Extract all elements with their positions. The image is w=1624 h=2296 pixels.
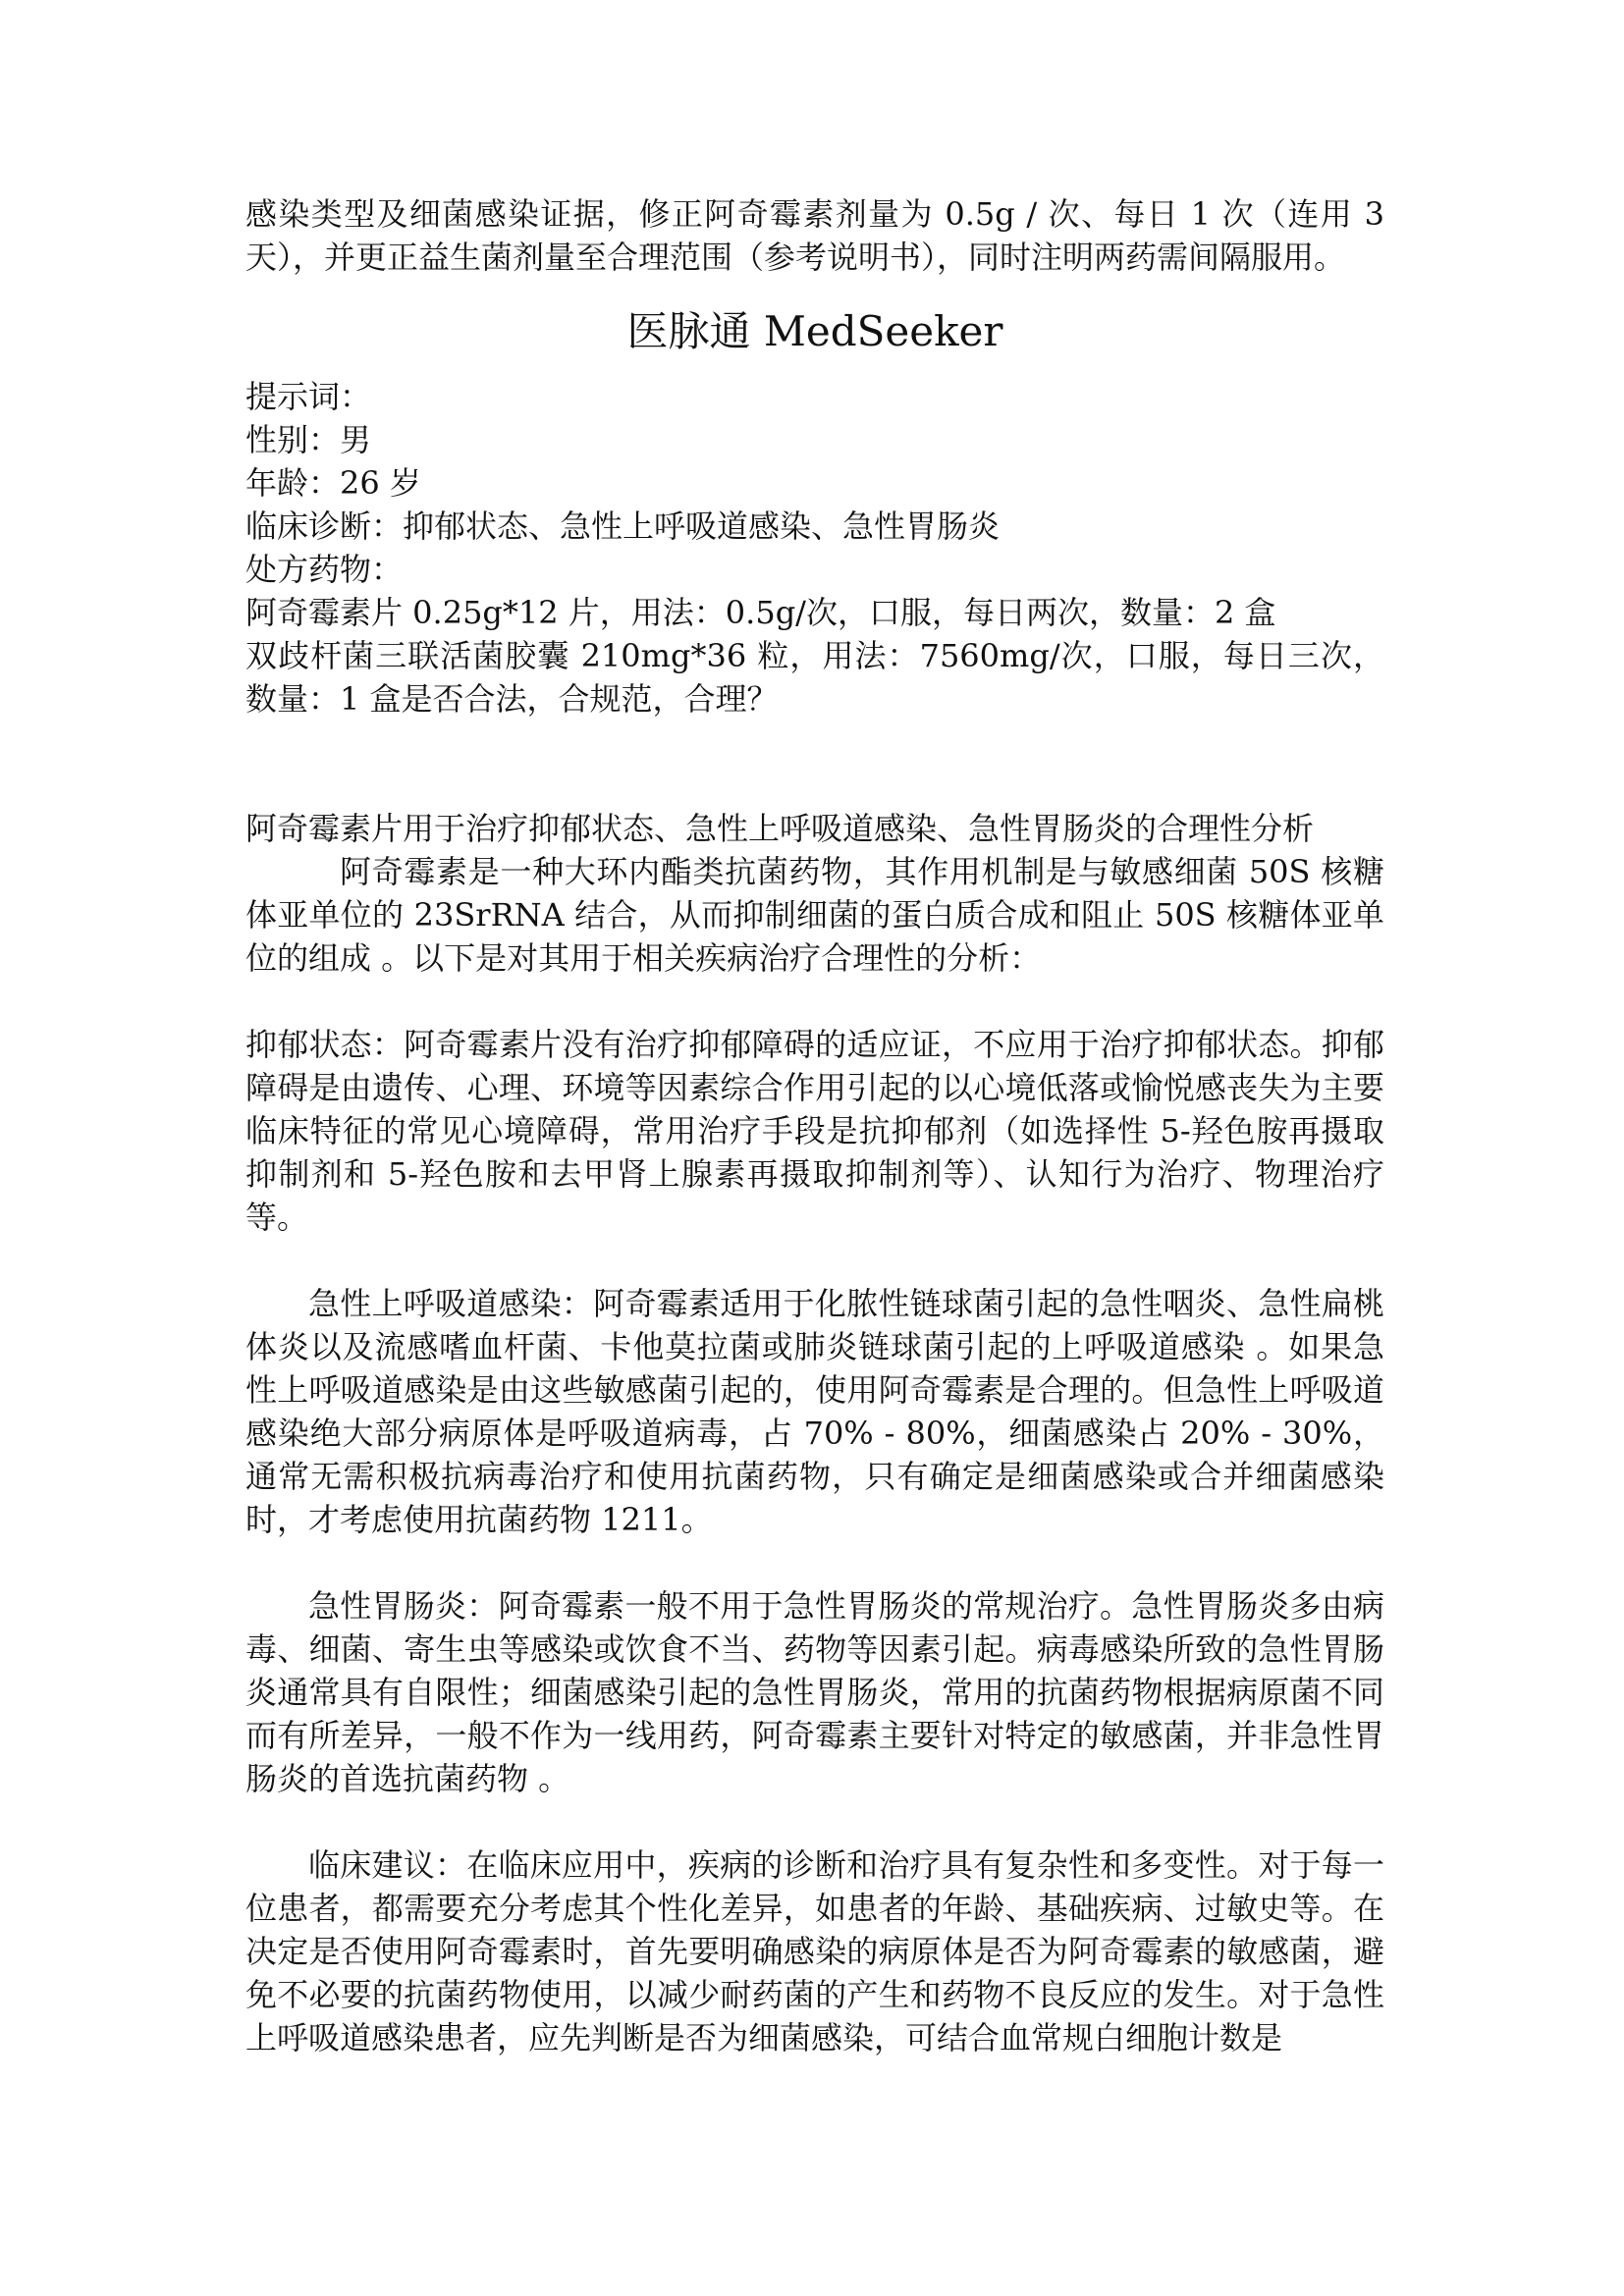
prescription-drug-2: 双歧杆菌三联活菌胶囊 210mg*36 粒，用法：7560mg/次，口服，每日三次，数量：1 盒是否合法，合规范，合理？ (245, 637, 1384, 718)
prescription-drug-1: 阿奇霉素片 0.25g*12 片，用法：0.5g/次，口服，每日两次，数量：2 盒 (245, 594, 1276, 631)
spacer (245, 721, 1384, 807)
spacer (245, 980, 1384, 1023)
spacer (245, 1800, 1384, 1843)
spacer (245, 1541, 1384, 1584)
patient-age: 年龄：26 岁 (245, 464, 421, 502)
advice-paragraph: 临床建议：在临床应用中，疾病的诊断和治疗具有复杂性和多变性。对于每一位患者，都需要充分考虑其个性化差异，如患者的年龄、基础疾病、过敏史等。在决定是否使用阿奇霉素时，首先要明确感染的病原体是否为阿奇霉素的敏感菌，避免不必要的抗菌药物使用，以减少耐药菌的产生和药物不良反应的发生。对于急性上呼吸道感染患者，应先判断是否为细菌感染，可结合血常规白细胞计数是 (245, 1846, 1384, 2056)
analysis-heading: 阿奇霉素片用于治疗抑郁状态、急性上呼吸道感染、急性胃肠炎的合理性分析 (245, 810, 1315, 847)
prescription-label: 处方药物： (245, 551, 404, 588)
page-title: 医脉通 MedSeeker (626, 307, 1003, 355)
intro-paragraph: 感染类型及细菌感染证据，修正阿奇霉素剂量为 0.5g / 次、每日 1 次（连用 3 天），并更正益生菌剂量至合理范围（参考说明书），同时注明两药需间隔服用。 (245, 195, 1384, 276)
patient-gender: 性别：男 (245, 421, 372, 458)
uri-paragraph: 急性上呼吸道感染：阿奇霉素适用于化脓性链球菌引起的急性咽炎、急性扁桃体炎以及流感嗜血杆菌、卡他莫拉菌或肺炎链球菌引起的上呼吸道感染 。如果急性上呼吸道感染是由这些敏感菌引起的，使用阿奇霉素是合理的。但急性上呼吸道感染绝大部分病原体是呼吸道病毒，占 70% - 80%，细菌感染占 20% - 30%，通常无需积极抗病毒治疗和使用抗菌药物，只有确定是细菌感染或合并细菌感染时，才考虑使用抗菌药物 1211。 (245, 1285, 1384, 1538)
clinical-diagnosis: 临床诊断：抑郁状态、急性上呼吸道感染、急性胃肠炎 (245, 507, 1001, 545)
prompt-label: 提示词： (245, 378, 372, 415)
depression-paragraph: 抑郁状态：阿奇霉素片没有治疗抑郁障碍的适应证，不应用于治疗抑郁状态。抑郁障碍是由遗传、心理、环境等因素综合作用引起的以心境低落或愉悦感丧失为主要临床特征的常见心境障碍，常用治疗手段是抗抑郁剂（如选择性 5-羟色胺再摄取抑制剂和 5-羟色胺和去甲肾上腺素再摄取抑制剂等）、认知行为治疗、物理治疗等。 (245, 1026, 1384, 1236)
mechanism-paragraph: 阿奇霉素是一种大环内酯类抗菌药物，其作用机制是与敏感细菌 50S 核糖体亚单位的 23SrRNA 结合，从而抑制细菌的蛋白质合成和阻止 50S 核糖体亚单位的组成 。以下是对其用于相关疾病治疗合理性的分析： (245, 853, 1384, 977)
spacer (245, 1239, 1384, 1282)
gastro-paragraph: 急性胃肠炎：阿奇霉素一般不用于急性胃肠炎的常规治疗。急性胃肠炎多由病毒、细菌、寄生虫等感染或饮食不当、药物等因素引起。病毒感染所致的急性胃肠炎通常具有自限性；细菌感染引起的急性胃肠炎，常用的抗菌药物根据病原菌不同而有所差异，一般不作为一线用药，阿奇霉素主要针对特定的敏感菌，并非急性胃肠炎的首选抗菌药物 。 (245, 1587, 1384, 1797)
document-page (245, 192, 1384, 2059)
